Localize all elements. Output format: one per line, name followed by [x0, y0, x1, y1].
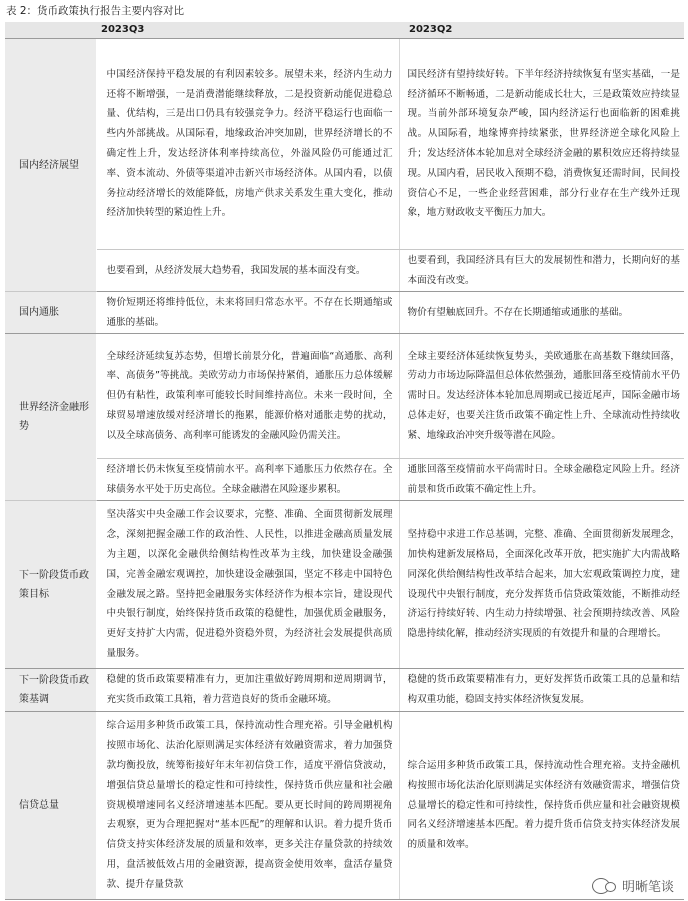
table-row: [5, 501, 684, 669]
row-label-policy-target: 下一阶段货币政策目标: [5, 501, 96, 669]
cell-q3-domestic-inflation: 物价短期还将维持低位，未来将回归常态水平。不存在长期通缩或通胀的基础。: [96, 292, 399, 334]
header-2023q3: 2023Q3: [96, 22, 399, 39]
cell-q2-domestic-outlook: 国民经济有望持续好转。下半年经济持续恢复有坚实基础，一是经济循环不断畅通，二是新动能成长壮大，三是政策效应持续显现。当前外部环境复杂严峻，国内经济运行也面临新的困难挑战。从国际看，地缘博弈持续紧张，世界经济逆全球化风险上升；发达经济体本轮加息对全球经济金融的累积效应还将持续显现。从国内看，居民收入预期不稳，消费恢复还需时间，民间投资信心不足，一些企业经营困难，部分行业存在生产线外迁现象，地方财政收支平衡压力加大。: [399, 39, 684, 250]
row-label-credit-total: 信贷总量: [5, 712, 96, 900]
cell-q2-domestic-inflation: 物价有望触底回升。不存在长期通缩或通胀的基础。: [399, 292, 684, 334]
cell-q3-policy-tone: 稳健的货币政策要精准有力，更加注重做好跨周期和逆周期调节，充实货币政策工具箱，着力营造良好的货币金融环境。: [96, 669, 399, 712]
cell-q2-policy-target: 坚持稳中求进工作总基调，完整、准确、全面贯彻新发展理念，加快构建新发展格局，全面深化改革开放，把实施扩大内需战略同深化供给侧结构性改革结合起来，加大宏观政策调控力度，建设现代中央银行制度，充分发挥货币信贷政策效能，不断推动经济运行持续好转、内生动力持续增强、社会预期持续改善、风险隐患持续化解，推动经济实现质的有效提升和量的合理增长。: [399, 501, 684, 669]
table-row: [5, 459, 684, 501]
watermark-text: 明晰笔谈: [621, 880, 674, 895]
cell-q3-credit-total: 综合运用多种货币政策工具，保持流动性合理充裕。引导金融机构按照市场化、法治化原则满足实体经济有效融资需求，着力加强贷款均衡投放，统筹衔接好年末年初信贷工作，适度平滑信贷波动，增强信贷总量增长的稳定性和可持续性，保持货币供应量和社会融资规模增速同名义经济增速基本匹配。要从更长时间的跨周期视角去观察，更为合理把握对“基本匹配”的理解和认识。着力提升货币信贷支持实体经济发展的质量和效率，更多关注存量贷款的持续效用，盘活被低效占用的金融资源，提高资金使用效率，盘活存量贷款、提升存量贷款: [96, 712, 399, 900]
cell-q2-policy-tone: 稳健的货币政策要精准有力，更好发挥货币政策工具的总量和结构双重功能，稳固支持实体经济恢复发展。: [399, 669, 684, 712]
policy-comparison-table: [5, 22, 684, 900]
table-row: [5, 292, 684, 334]
wechat-icon: [592, 878, 610, 894]
table-row: [5, 334, 684, 459]
cell-q3-domestic-outlook: 中国经济保持平稳发展的有利因素较多。展望未来，经济内生动力还将不断增强，一是消费潜能继续释放，二是投资新动能促进稳总量、优结构，三是出口仍具有较强竞争力。经济平稳运行也面临一些内外部挑战。从国际看，地缘政治冲突加剧，世界经济增长的不确定性上升，发达经济体利率持续高位，外溢风险仍可能通过汇率、资本流动、外债等渠道冲击新兴市场经济体。从国内看，以债务拉动经济增长的效能降低，房地产供求关系发生重大变化，推动经济加快转型的紧迫性上升。: [96, 39, 399, 250]
row-label-domestic-inflation: 国内通胀: [5, 292, 96, 334]
cell-q3-domestic-outlook-2: 也要看到，从经济发展大趋势看，我国发展的基本面没有变。: [96, 250, 399, 292]
table-row: [5, 39, 684, 250]
header-2023q2: 2023Q2: [399, 22, 684, 39]
cell-q2-domestic-outlook-2: 也要看到，我国经济具有巨大的发展韧性和潜力，长期向好的基本面没有改变。: [399, 250, 684, 292]
cell-q3-world-economy-2: 经济增长仍未恢复至疫情前水平。高利率下通胀压力依然存在。全球债务水平处于历史高位。全球金融潜在风险逐步累积。: [96, 459, 399, 501]
cell-q2-credit-total: 综合运用多种货币政策工具，保持流动性合理充裕。支持金融机构按照市场化法治化原则满足实体经济有效融资需求，增强信贷总量增长的稳定性和可持续性，保持货币供应量和社会融资规模同名义经济增速基本匹配。着力提升货币信贷支持实体经济发展的质量和效率。: [399, 712, 684, 900]
table-row: [5, 669, 684, 712]
row-label-policy-tone: 下一阶段货币政策基调: [5, 669, 96, 712]
row-label-domestic-outlook: 国内经济展望: [5, 39, 96, 292]
header-col1: [5, 22, 96, 39]
cell-q2-world-economy-2: 通胀回落至疫情前水平尚需时日。全球金融稳定风险上升。经济前景和货币政策不确定性上升。: [399, 459, 684, 501]
cell-q3-world-economy: 全球经济延续复苏态势，但增长前景分化，普遍面临“高通胀、高利率、高债务”等挑战。美欧劳动力市场保持紧俏，通胀压力总体缓解但仍有粘性，政策利率可能较长时间维持高位。未来一段时间，全球贸易增速放缓对经济增长的拖累，能源价格对通胀走势的扰动，以及全球高债务、高利率可能诱发的金融风险仍需关注。: [96, 334, 399, 459]
table-row: [5, 712, 684, 900]
table-row: [5, 250, 684, 292]
cell-q3-policy-target: 坚决落实中央金融工作会议要求，完整、准确、全面贯彻新发展理念，深刻把握金融工作的政治性、人民性，以推进金融高质量发展为主题，以深化金融供给侧结构性改革为主线，加快建设金融强国，完善金融宏观调控，加快建设金融强国，坚定不移走中国特色金融发展之路。坚持把金融服务实体经济作为根本宗旨，建设现代中央银行制度，始终保持货币政策的稳健性，加强优质金融服务，更好支持扩大内需，促进稳外资稳外贸，为经济社会发展提供高质量服务。: [96, 501, 399, 669]
table-caption: 表 2：货币政策执行报告主要内容对比: [6, 5, 185, 17]
table-header-row: [5, 22, 684, 39]
cell-q2-world-economy: 全球主要经济体延续恢复势头，美欧通胀在高基数下继续回落，劳动力市场边际降温但总体依然强劲，通胀回落至疫情前水平仍需时日。发达经济体本轮加息周期或已接近尾声，国际金融市场总体走好，也要关注货币政策不确定性上升、全球流动性持续收紧、地缘政治冲突升级等潜在风险。: [399, 334, 684, 459]
watermark: [592, 876, 674, 895]
row-label-world-economy: 世界经济金融形势: [5, 334, 96, 501]
